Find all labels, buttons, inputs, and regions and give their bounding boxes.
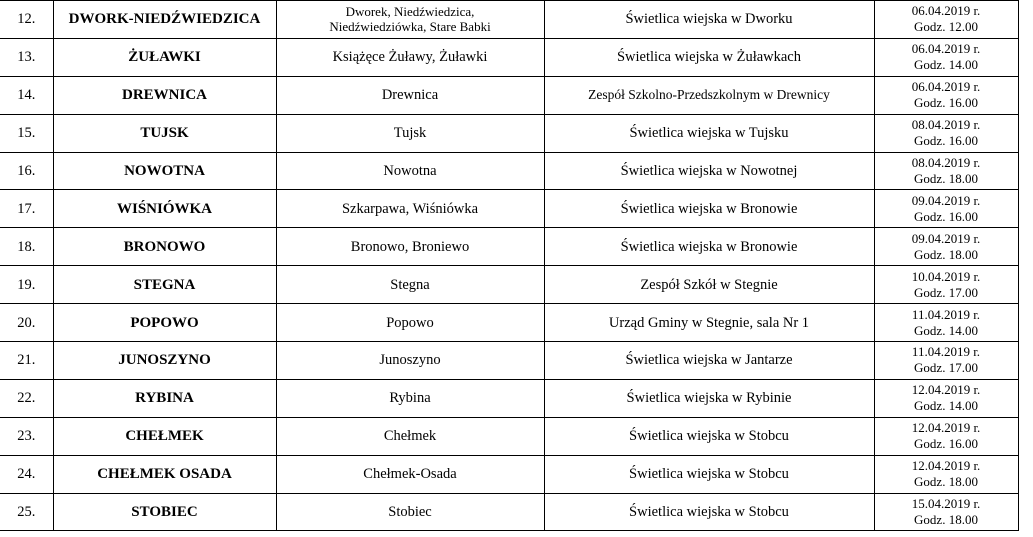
meeting-datetime	[874, 493, 1018, 531]
row-number: 14.	[0, 76, 53, 114]
villages-cell	[276, 417, 544, 455]
table-row	[0, 1, 1018, 39]
meeting-time: Godz. 18.00	[914, 246, 978, 262]
village-line: Tujsk	[393, 125, 427, 142]
table-row	[0, 417, 1018, 455]
solectwo-name: CHEŁMEK OSADA	[53, 455, 276, 493]
meeting-time: Godz. 12.00	[914, 19, 978, 35]
meeting-date: 08.04.2019 r.	[911, 155, 981, 170]
meeting-place: Świetlica wiejska w Bronowie	[544, 190, 874, 228]
village-line: Chełmek	[383, 428, 437, 445]
meeting-date: 11.04.2019 r.	[911, 344, 981, 360]
meeting-time: Godz. 18.00	[914, 474, 978, 490]
meeting-place: Świetlica wiejska w Stobcu	[544, 493, 874, 531]
meeting-datetime	[874, 379, 1018, 417]
meeting-datetime	[874, 342, 1018, 380]
villages-cell	[276, 228, 544, 266]
meeting-date: 08.04.2019 r.	[911, 117, 981, 133]
meeting-datetime	[874, 114, 1018, 152]
row-number: 16.	[0, 152, 53, 190]
row-number: 25.	[0, 493, 53, 531]
meeting-date: 10.04.2019 r.	[911, 268, 981, 284]
meeting-datetime	[874, 455, 1018, 493]
row-number: 24.	[0, 455, 53, 493]
meeting-place: Świetlica wiejska w Nowotnej	[544, 152, 874, 190]
meeting-place: Świetlica wiejska w Stobcu	[544, 417, 874, 455]
row-number: 12.	[0, 1, 53, 39]
schedule-table-body	[0, 1, 1018, 531]
solectwo-name: STOBIEC	[53, 493, 276, 531]
meeting-time: Godz. 16.00	[914, 436, 978, 452]
meeting-place: Zespół Szkół w Stegnie	[544, 266, 874, 304]
meeting-place: Zespół Szkolno-Przedszkolnym w Drewnicy	[544, 76, 874, 114]
meeting-date: 12.04.2019 r.	[911, 420, 981, 436]
meeting-datetime	[874, 1, 1018, 39]
table-row	[0, 152, 1018, 190]
row-number: 23.	[0, 417, 53, 455]
village-line: Rybina	[389, 390, 431, 407]
village-line: Stobiec	[388, 504, 432, 521]
solectwo-name: TUJSK	[53, 114, 276, 152]
meeting-date: 12.04.2019 r.	[911, 458, 981, 474]
villages-cell	[276, 266, 544, 304]
meeting-place: Świetlica wiejska w Bronowie	[544, 228, 874, 266]
row-number: 19.	[0, 266, 53, 304]
table-row	[0, 304, 1018, 342]
village-line: Chełmek-Osada	[363, 466, 457, 483]
meeting-place: Świetlica wiejska w Jantarze	[544, 342, 874, 380]
meeting-time: Godz. 18.00	[914, 512, 978, 528]
village-line: Popowo	[386, 314, 434, 331]
meeting-datetime	[874, 38, 1018, 76]
row-number: 20.	[0, 304, 53, 342]
meeting-place: Świetlica wiejska w Żuławkach	[544, 38, 874, 76]
meeting-time: Godz. 14.00	[914, 57, 978, 73]
village-line: Szkarpawa, Wiśniówka	[341, 200, 479, 217]
village-line: Dworek, Niedźwiedzica,	[345, 4, 475, 20]
solectwo-name: BRONOWO	[53, 228, 276, 266]
table-row	[0, 38, 1018, 76]
villages-cell	[276, 455, 544, 493]
solectwo-name: POPOWO	[53, 304, 276, 342]
village-line: Bronowo, Broniewo	[350, 238, 470, 255]
meeting-date: 12.04.2019 r.	[911, 382, 981, 398]
villages-cell	[276, 190, 544, 228]
meeting-date: 15.04.2019 r.	[911, 496, 981, 512]
meeting-time: Godz. 18.00	[914, 171, 978, 186]
solectwo-name: RYBINA	[53, 379, 276, 417]
meeting-datetime	[874, 266, 1018, 304]
row-number: 21.	[0, 342, 53, 380]
meeting-time: Godz. 17.00	[914, 284, 978, 300]
meeting-datetime	[874, 304, 1018, 342]
solectwo-name: STEGNA	[53, 266, 276, 304]
villages-cell	[276, 304, 544, 342]
meeting-datetime	[874, 152, 1018, 190]
solectwo-name: CHEŁMEK	[53, 417, 276, 455]
table-row	[0, 379, 1018, 417]
table-row	[0, 190, 1018, 228]
meeting-time: Godz. 16.00	[914, 208, 978, 224]
villages-cell	[276, 493, 544, 531]
meeting-time: Godz. 16.00	[914, 133, 978, 149]
meeting-date: 06.04.2019 r.	[911, 3, 981, 19]
village-line: Książęce Żuławy, Żuławki	[332, 49, 488, 66]
table-row	[0, 493, 1018, 531]
row-number: 18.	[0, 228, 53, 266]
table-row	[0, 455, 1018, 493]
meeting-time: Godz. 14.00	[914, 322, 978, 338]
village-line: Nowotna	[383, 163, 437, 179]
villages-cell	[276, 379, 544, 417]
table-row	[0, 266, 1018, 304]
table-row	[0, 342, 1018, 380]
meeting-place: Świetlica wiejska w Tujsku	[544, 114, 874, 152]
solectwo-name: NOWOTNA	[53, 152, 276, 190]
solectwo-name: DWORK-NIEDŹWIEDZICA	[53, 1, 276, 39]
meeting-place: Świetlica wiejska w Stobcu	[544, 455, 874, 493]
meeting-datetime	[874, 417, 1018, 455]
solectwo-name: ŻUŁAWKI	[53, 38, 276, 76]
meeting-time: Godz. 16.00	[914, 95, 978, 111]
meeting-date: 09.04.2019 r.	[911, 192, 981, 208]
meeting-time: Godz. 17.00	[914, 360, 978, 376]
villages-cell	[276, 342, 544, 380]
row-number: 22.	[0, 379, 53, 417]
solectwo-name: DREWNICA	[53, 76, 276, 114]
meeting-datetime	[874, 76, 1018, 114]
row-number: 13.	[0, 38, 53, 76]
meeting-time: Godz. 14.00	[914, 398, 978, 414]
villages-cell	[276, 38, 544, 76]
row-number: 17.	[0, 190, 53, 228]
table-row	[0, 228, 1018, 266]
village-line: Drewnica	[381, 87, 439, 104]
meeting-place: Urząd Gminy w Stegnie, sala Nr 1	[544, 304, 874, 342]
table-row	[0, 76, 1018, 114]
meeting-date: 06.04.2019 r.	[911, 41, 981, 57]
village-line: Niedźwiedziówka, Stare Babki	[329, 19, 491, 35]
meeting-place: Świetlica wiejska w Rybinie	[544, 379, 874, 417]
meeting-date: 06.04.2019 r.	[911, 79, 981, 95]
villages-cell	[276, 114, 544, 152]
row-number: 15.	[0, 114, 53, 152]
meeting-datetime	[874, 228, 1018, 266]
villages-cell	[276, 76, 544, 114]
meeting-date: 09.04.2019 r.	[911, 230, 981, 246]
meeting-date: 11.04.2019 r.	[911, 306, 981, 322]
villages-cell	[276, 152, 544, 190]
meeting-datetime	[874, 190, 1018, 228]
villages-cell	[276, 1, 544, 39]
village-line: Junoszyno	[379, 352, 441, 369]
table-row	[0, 114, 1018, 152]
village-line: Stegna	[390, 276, 430, 293]
meeting-place: Świetlica wiejska w Dworku	[544, 1, 874, 39]
solectwo-name: JUNOSZYNO	[53, 342, 276, 380]
solectwo-name: WIŚNIÓWKA	[53, 190, 276, 228]
